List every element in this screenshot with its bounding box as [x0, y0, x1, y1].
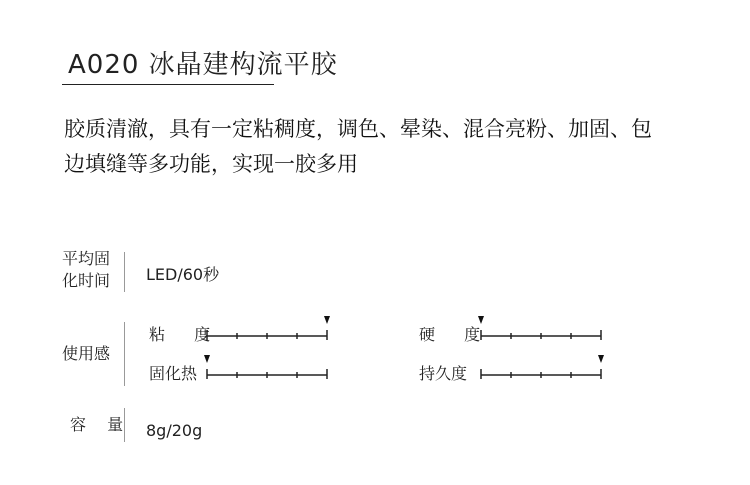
scale-graphic [207, 326, 327, 340]
capacity-label: 容 量 [70, 415, 132, 434]
scale-bar [207, 325, 327, 337]
usage-label: 使用感 [62, 344, 111, 363]
cure-time-label: 平均固 化时间 [62, 249, 111, 290]
scale-name: 硬 度 [419, 325, 493, 344]
scale-marker [598, 355, 604, 363]
scale-bar [207, 364, 327, 376]
product-description [64, 112, 704, 182]
scale-name: 固化热 [149, 364, 198, 383]
product-title: A020 冰晶建构流平胶 [68, 50, 338, 80]
capacity-divider [124, 408, 125, 442]
cure-time-value: LED/60秒 [146, 265, 220, 284]
scale-graphic [207, 365, 327, 379]
description-line-2: 边填缝等多功能，实现一胶多用 [64, 152, 358, 176]
cure-time-divider [124, 252, 125, 292]
scale-name: 持久度 [419, 364, 468, 383]
scale-graphic [481, 365, 601, 379]
scale-bar [481, 325, 601, 337]
capacity-value: 8g/20g [146, 421, 203, 440]
scale-marker [324, 316, 330, 324]
scale-name: 粘 度 [149, 325, 223, 344]
scale-bar [481, 364, 601, 376]
usage-divider [124, 322, 125, 386]
title-underline [62, 84, 274, 85]
description-line-1: 胶质清澈，具有一定粘稠度，调色、晕染、混合亮粉、加固、包 [64, 117, 652, 141]
scale-graphic [481, 326, 601, 340]
scale-marker [204, 355, 210, 363]
